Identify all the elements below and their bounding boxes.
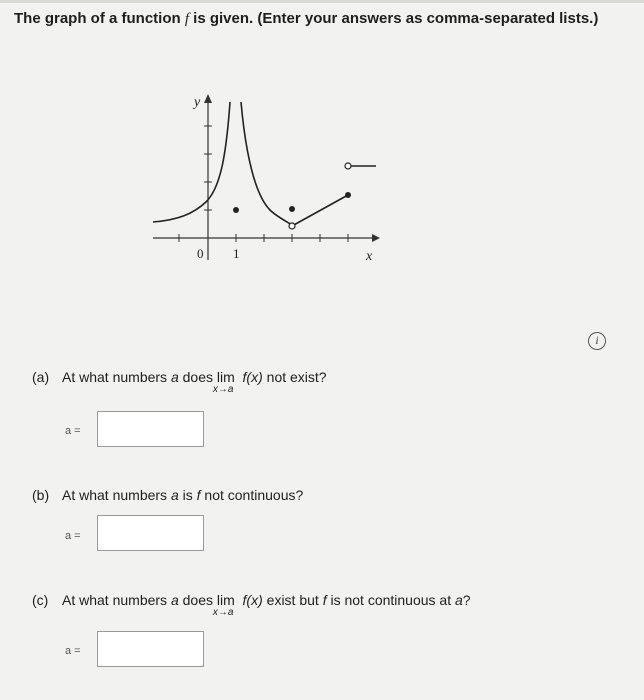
info-icon[interactable]: i (588, 332, 606, 350)
question-b: (b) At what numbers a is f not continuous? (32, 487, 304, 503)
tick-label-1: 1 (233, 246, 240, 261)
filled-point-at-4 (289, 206, 295, 212)
top-rule (0, 0, 644, 3)
answer-a-input[interactable] (97, 411, 204, 447)
filled-point-at-1 (233, 207, 239, 213)
function-graph (148, 88, 388, 268)
answer-a-label: a = (65, 425, 81, 437)
y-axis-label: y (194, 95, 201, 110)
curve-right-segment (292, 195, 348, 226)
curve-middle-branch (241, 102, 292, 225)
answer-b-label: a = (65, 530, 81, 542)
curve-left-branch (153, 102, 230, 222)
filled-point-at-6 (345, 192, 351, 198)
y-axis-arrow (204, 94, 212, 103)
problem-statement: The graph of a function f is given. (Enter your answers as comma-separated lists.) (14, 10, 599, 27)
question-c: (c) At what numbers a does lim x→a f(x) exist but f is not continuous at a? (32, 592, 471, 618)
answer-c-label: a = (65, 645, 81, 657)
open-point-at-4 (289, 223, 295, 229)
answer-c-input[interactable] (97, 631, 204, 667)
open-point-at-6 (345, 163, 351, 169)
tick-label-0: 0 (197, 246, 204, 261)
answer-b-input[interactable] (97, 515, 204, 551)
x-axis-arrow (372, 234, 380, 242)
x-axis-label: x (366, 249, 373, 264)
question-a: (a) At what numbers a does lim x→a f(x) not exist? (32, 369, 327, 395)
